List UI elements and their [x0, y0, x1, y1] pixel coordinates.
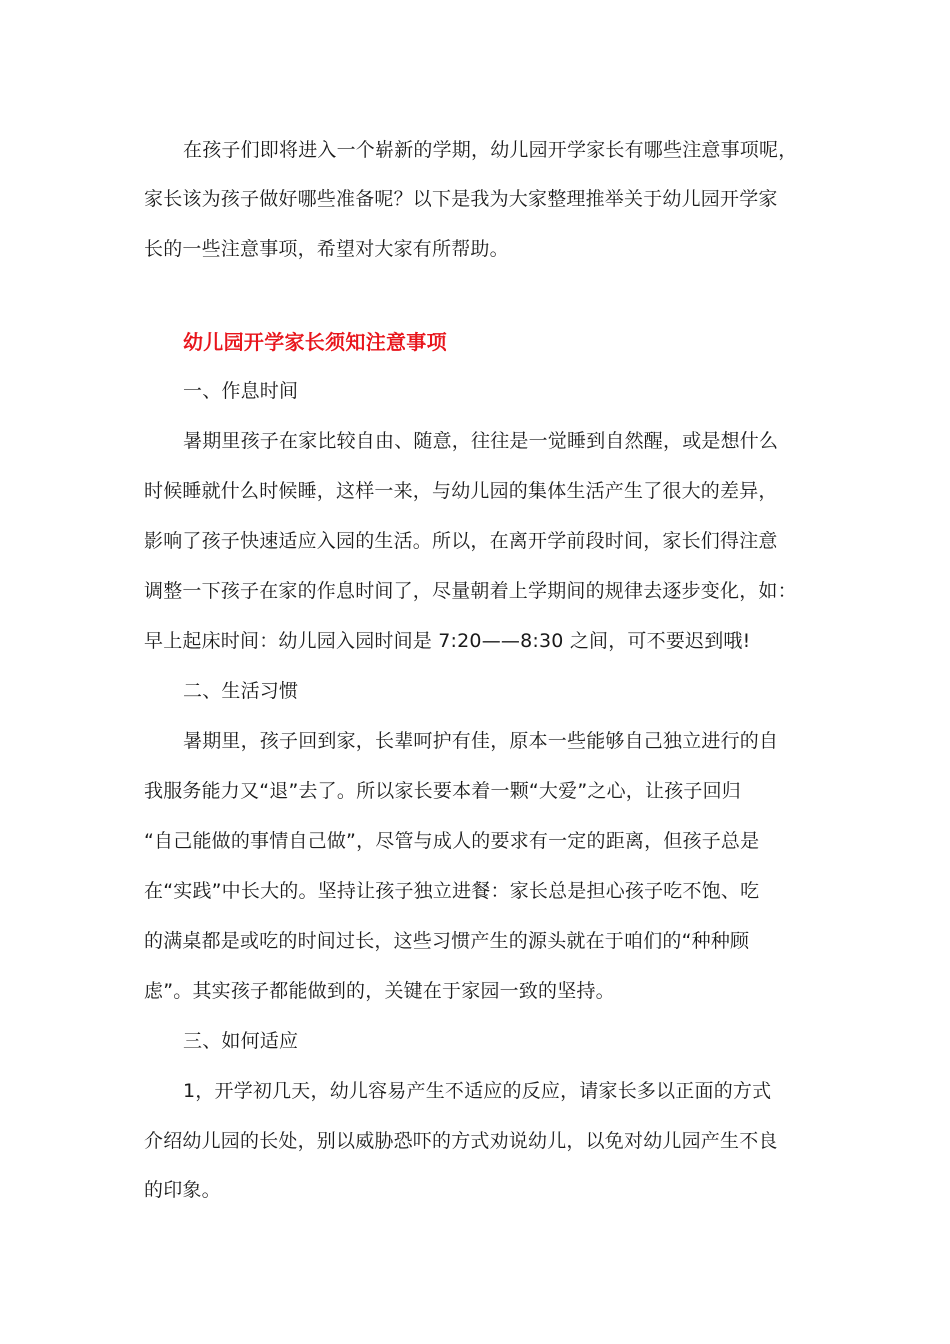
paragraph-line: 介绍幼儿园的长处，别以威胁恐吓的方式劝说幼儿，以免对幼儿园产生不良 — [144, 1130, 778, 1152]
paragraph-line: 早上起床时间：幼儿园入园时间是 7:20——8:30 之间，可不要迟到哦! — [144, 630, 751, 652]
paragraph-line: “自己能做的事情自己做”，尽管与成人的要求有一定的距离，但孩子总是 — [144, 830, 760, 852]
intro-line-1: 在孩子们即将进入一个崭新的学期，幼儿园开学家长有哪些注意事项呢， — [183, 139, 798, 161]
paragraph-line: 的印象。 — [144, 1179, 221, 1201]
paragraph-line: 暑期里孩子在家比较自由、随意，往往是一觉睡到自然醒，或是想什么 — [183, 430, 779, 452]
paragraph-line: 调整一下孩子在家的作息时间了，尽量朝着上学期间的规律去逐步变化，如： — [144, 580, 797, 602]
section-heading-habits: 二、生活习惯 — [183, 680, 299, 702]
document-title: 幼儿园开学家长须知注意事项 — [183, 330, 447, 354]
paragraph-line: 虑”。其实孩子都能做到的，关键在于家园一致的坚持。 — [144, 980, 615, 1002]
paragraph-line: 影响了孩子快速适应入园的生活。所以，在离开学前段时间，家长们得注意 — [144, 530, 778, 552]
paragraph-line: 我服务能力又“退”去了。所以家长要本着一颗“大爱”之心，让孩子回归 — [144, 780, 741, 802]
paragraph-line: 的满桌都是或吃的时间过长，这些习惯产生的源头就在于咱们的“种种顾 — [144, 930, 750, 952]
section-heading-adapt: 三、如何适应 — [183, 1030, 299, 1052]
intro-line-3: 长的一些注意事项，希望对大家有所帮助。 — [144, 238, 509, 260]
paragraph-line: 时候睡就什么时候睡，这样一来，与幼儿园的集体生活产生了很大的差异， — [144, 480, 778, 502]
section-heading-sleep: 一、作息时间 — [183, 380, 299, 402]
intro-line-2: 家长该为孩子做好哪些准备呢？以下是我为大家整理推举关于幼儿园开学家 — [144, 188, 778, 210]
paragraph-line: 暑期里，孩子回到家，长辈呵护有佳，原本一些能够自己独立进行的自 — [183, 730, 779, 752]
paragraph-line: 1，开学初几天，幼儿容易产生不适应的反应，请家长多以正面的方式 — [183, 1080, 772, 1102]
paragraph-line: 在“实践”中长大的。坚持让孩子独立进餐：家长总是担心孩子吃不饱、吃 — [144, 880, 760, 902]
